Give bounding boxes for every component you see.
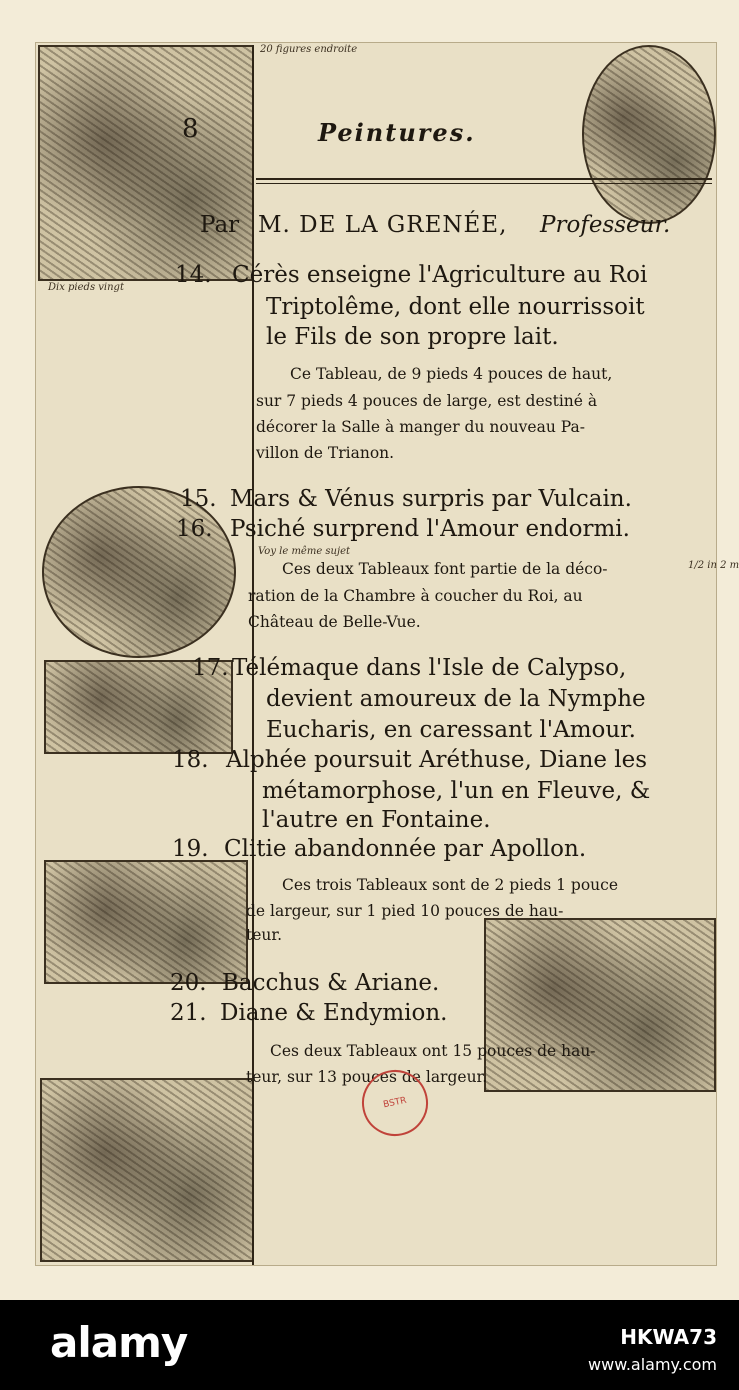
handwritten-note: Dix pieds vingt bbox=[48, 282, 124, 293]
entry-line: le Fils de son propre lait. bbox=[266, 324, 559, 350]
artist-role: Professeur. bbox=[540, 212, 671, 238]
entry-line: Cérès enseigne l'Agriculture au Roi bbox=[232, 262, 648, 288]
entry-number: 14. bbox=[175, 262, 212, 288]
entry-line: Clitie abandonnée par Apollon. bbox=[224, 836, 587, 862]
entry-note-line: Ces trois Tableaux sont de 2 pieds 1 pouce bbox=[282, 876, 619, 894]
sketch-ceres-agriculture bbox=[38, 45, 254, 281]
entry-note-line: teur, sur 13 pouces de largeur. bbox=[246, 1068, 488, 1086]
entry-number: 16. bbox=[176, 516, 213, 542]
entry-note-line: teur. bbox=[246, 926, 283, 944]
entry-line: métamorphose, l'un en Fleuve, & bbox=[262, 778, 651, 804]
sketch-diane-endymion bbox=[484, 918, 716, 1092]
entry-number: 18. bbox=[172, 747, 209, 773]
entry-note-line: décorer la Salle à manger du nouveau Pa- bbox=[256, 418, 585, 436]
entry-note-line: Château de Belle-Vue. bbox=[248, 613, 421, 631]
entry-note-line: villon de Trianon. bbox=[256, 444, 395, 462]
handwritten-note: 1/2 in 2 m bbox=[688, 560, 739, 571]
library-stamp: BSTR bbox=[356, 1064, 434, 1142]
header-rule-thin bbox=[256, 183, 712, 184]
entry-line: Alphée poursuit Aréthuse, Diane les bbox=[226, 747, 648, 773]
sketch-bacchus-ariane bbox=[40, 1078, 254, 1262]
entry-line: devient amoureux de la Nymphe bbox=[266, 686, 646, 712]
margin-note-top: 20 figures endroite bbox=[260, 44, 358, 55]
entry-note-line: Ces deux Tableaux font partie de la déco- bbox=[282, 560, 608, 578]
image-credit bbox=[588, 1325, 717, 1374]
entry-number: 15. bbox=[180, 486, 217, 512]
artist-name: M. DE LA GRENÉE, bbox=[258, 212, 508, 238]
sketch-top-right-medallion bbox=[582, 45, 716, 224]
entry-note-line: ration de la Chambre à coucher du Roi, au bbox=[248, 587, 583, 605]
entry-line: Mars & Vénus surpris par Vulcain. bbox=[230, 486, 632, 512]
entry-number: 21. bbox=[170, 1000, 207, 1026]
image-id: HKWA73 bbox=[620, 1325, 717, 1349]
entry-line: Triptolême, dont elle nourrissoit bbox=[266, 294, 645, 320]
entry-line: Bacchus & Ariane. bbox=[222, 970, 440, 996]
entry-number: 19. bbox=[172, 836, 209, 862]
header-rule bbox=[256, 178, 712, 180]
artist-prefix: Par bbox=[200, 212, 240, 238]
entry-line: Eucharis, en caressant l'Amour. bbox=[266, 717, 636, 743]
image-url: www.alamy.com bbox=[588, 1355, 717, 1374]
entry-line: Télémaque dans l'Isle de Calypso, bbox=[232, 655, 627, 681]
page-title: Peintures. bbox=[318, 118, 476, 147]
entry-line: l'autre en Fontaine. bbox=[262, 807, 491, 833]
alamy-logo: alamy bbox=[50, 1318, 188, 1367]
entry-note-line: sur 7 pieds 4 pouces de large, est destiné à bbox=[256, 392, 598, 410]
entry-note-line: Ce Tableau, de 9 pieds 4 pouces de haut, bbox=[290, 365, 613, 383]
entry-note-line: de largeur, sur 1 pied 10 pouces de hau- bbox=[246, 902, 564, 920]
entry-line: Diane & Endymion. bbox=[220, 1000, 448, 1026]
handwritten-note: Voy le même sujet bbox=[258, 546, 351, 557]
sketch-alphee bbox=[44, 860, 248, 984]
page-number: 8 bbox=[182, 114, 199, 144]
entry-line: Psiché surprend l'Amour endormi. bbox=[230, 516, 630, 542]
entry-note-line: Ces deux Tableaux ont 15 pouces de hau- bbox=[270, 1042, 596, 1060]
entry-number: 20. bbox=[170, 970, 207, 996]
entry-number: 17. bbox=[192, 655, 229, 681]
